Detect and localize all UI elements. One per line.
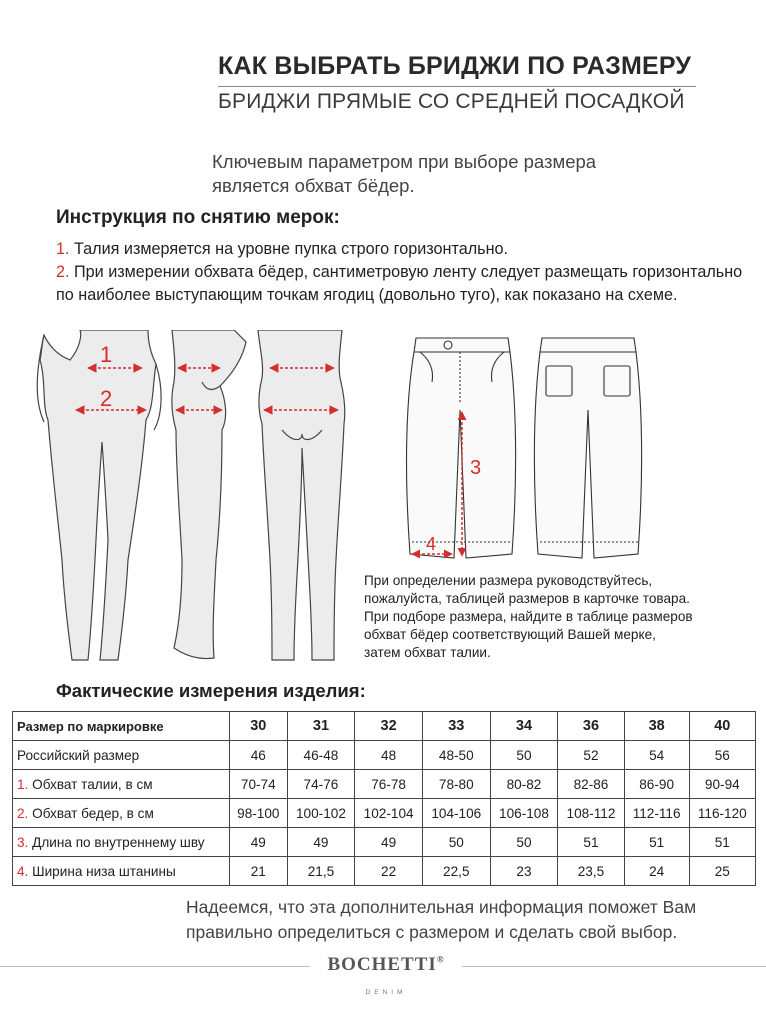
- hip-number-label: 2: [100, 386, 113, 411]
- page-title: КАК ВЫБРАТЬ БРИДЖИ ПО РАЗМЕРУ: [218, 52, 692, 80]
- table-row: [13, 741, 756, 770]
- size-header-cell: 33: [422, 712, 490, 741]
- row-label: 4. Ширина низа штанины: [13, 857, 230, 886]
- table-cell: 21: [230, 857, 288, 886]
- table-cell: 50: [422, 828, 490, 857]
- table-cell: 54: [624, 741, 689, 770]
- size-header-cell: 32: [355, 712, 423, 741]
- key-parameter-text: [212, 150, 682, 198]
- body-measurement-figures: [36, 330, 346, 670]
- row-label: 1. Обхват талии, в см: [13, 770, 230, 799]
- size-header-cell: 30: [230, 712, 288, 741]
- table-cell: 98-100: [230, 799, 288, 828]
- side-figure: [172, 330, 246, 659]
- footer-divider-right: [462, 966, 766, 967]
- table-cell: 52: [558, 741, 624, 770]
- brand-subtitle: DENIM: [365, 989, 407, 996]
- table-cell: 104-106: [422, 799, 490, 828]
- pants-back: [534, 338, 641, 558]
- hem-number-label: 4: [426, 534, 437, 554]
- table-row: [13, 770, 756, 799]
- note-line: обхват бёдер соответствующий Вашей мерке,: [364, 627, 656, 642]
- size-header-cell: 38: [624, 712, 689, 741]
- closing-line-2: правильно определиться с размером и сделать свой выбор.: [186, 922, 678, 942]
- inseam-number-label: 3: [470, 457, 482, 479]
- table-cell: 24: [624, 857, 689, 886]
- key-parameter-line-1: Ключевым параметром при выборе размера: [212, 151, 597, 172]
- table-cell: 23,5: [558, 857, 624, 886]
- table-cell: 80-82: [490, 770, 558, 799]
- registered-mark: ®: [436, 954, 445, 965]
- table-cell: 56: [689, 741, 755, 770]
- size-table: [12, 711, 756, 886]
- brand-name: BOCHETTI: [327, 954, 437, 975]
- table-cell: 50: [490, 741, 558, 770]
- table-cell: 51: [624, 828, 689, 857]
- instruction-number: 2.: [56, 263, 70, 281]
- key-parameter-line-2: является обхват бёдер.: [212, 175, 415, 196]
- table-cell: 116-120: [689, 799, 755, 828]
- instructions-list: [56, 238, 746, 307]
- size-header-cell: 36: [558, 712, 624, 741]
- table-cell: 51: [689, 828, 755, 857]
- note-line: затем обхват талии.: [364, 645, 491, 660]
- table-cell: 76-78: [355, 770, 423, 799]
- size-header-label: Размер по маркировке: [13, 712, 230, 741]
- table-cell: 23: [490, 857, 558, 886]
- page-subtitle: БРИДЖИ ПРЯМЫЕ СО СРЕДНЕЙ ПОСАДКОЙ: [218, 90, 685, 113]
- table-cell: 49: [230, 828, 288, 857]
- footer-divider-left: [0, 966, 310, 967]
- front-figure: [37, 330, 161, 660]
- table-cell: 74-76: [287, 770, 355, 799]
- table-cell: 108-112: [558, 799, 624, 828]
- brand-logo: [310, 954, 462, 976]
- table-cell: 48-50: [422, 741, 490, 770]
- table-cell: 106-108: [490, 799, 558, 828]
- instruction-item: [56, 238, 746, 261]
- size-header-cell: 34: [490, 712, 558, 741]
- note-line: При подборе размера, найдите в таблице размеров: [364, 609, 693, 624]
- table-cell: 50: [490, 828, 558, 857]
- measurements-heading: Фактические измерения изделия:: [56, 680, 366, 701]
- instruction-item: [56, 261, 746, 307]
- note-line: При определении размера руководствуйтесь,: [364, 573, 653, 588]
- pants-front: [407, 338, 516, 558]
- back-figure: [258, 330, 345, 660]
- table-cell: 21,5: [287, 857, 355, 886]
- instruction-number: 1.: [56, 240, 70, 258]
- waist-number-label: 1: [100, 342, 113, 367]
- size-selection-note: [364, 572, 754, 662]
- table-cell: 51: [558, 828, 624, 857]
- row-label: 2. Обхват бедер, в см: [13, 799, 230, 828]
- instructions-heading: Инструкция по снятию мерок:: [56, 207, 340, 228]
- table-cell: 46: [230, 741, 288, 770]
- table-cell: 102-104: [355, 799, 423, 828]
- closing-text: [186, 895, 746, 945]
- size-header-cell: 31: [287, 712, 355, 741]
- table-cell: 48: [355, 741, 423, 770]
- table-cell: 22: [355, 857, 423, 886]
- instruction-text: Талия измеряется на уровне пупка строго горизонтально.: [69, 240, 509, 258]
- note-line: пожалуйста, таблицей размеров в карточке товара.: [364, 591, 690, 606]
- row-label: Российский размер: [13, 741, 230, 770]
- table-cell: 112-116: [624, 799, 689, 828]
- table-row: [13, 799, 756, 828]
- table-row: [13, 857, 756, 886]
- table-cell: 90-94: [689, 770, 755, 799]
- table-row: [13, 828, 756, 857]
- table-cell: 22,5: [422, 857, 490, 886]
- size-table-header-row: [13, 712, 756, 741]
- size-header-cell: 40: [689, 712, 755, 741]
- table-cell: 70-74: [230, 770, 288, 799]
- table-cell: 25: [689, 857, 755, 886]
- closing-line-1: Надеемся, что эта дополнительная информация поможет Вам: [186, 897, 697, 917]
- pants-diagrams: [400, 330, 650, 566]
- table-cell: 46-48: [287, 741, 355, 770]
- table-cell: 82-86: [558, 770, 624, 799]
- table-cell: 78-80: [422, 770, 490, 799]
- table-cell: 100-102: [287, 799, 355, 828]
- table-cell: 49: [355, 828, 423, 857]
- table-cell: 49: [287, 828, 355, 857]
- table-cell: 86-90: [624, 770, 689, 799]
- instruction-text: При измерении обхвата бёдер, сантиметровую ленту следует размещать горизонтально по наиболее выступающим точкам ягодиц (довольно туго), как показано на схеме.: [56, 263, 743, 304]
- title-divider: [218, 86, 696, 87]
- row-label: 3. Длина по внутреннему шву: [13, 828, 230, 857]
